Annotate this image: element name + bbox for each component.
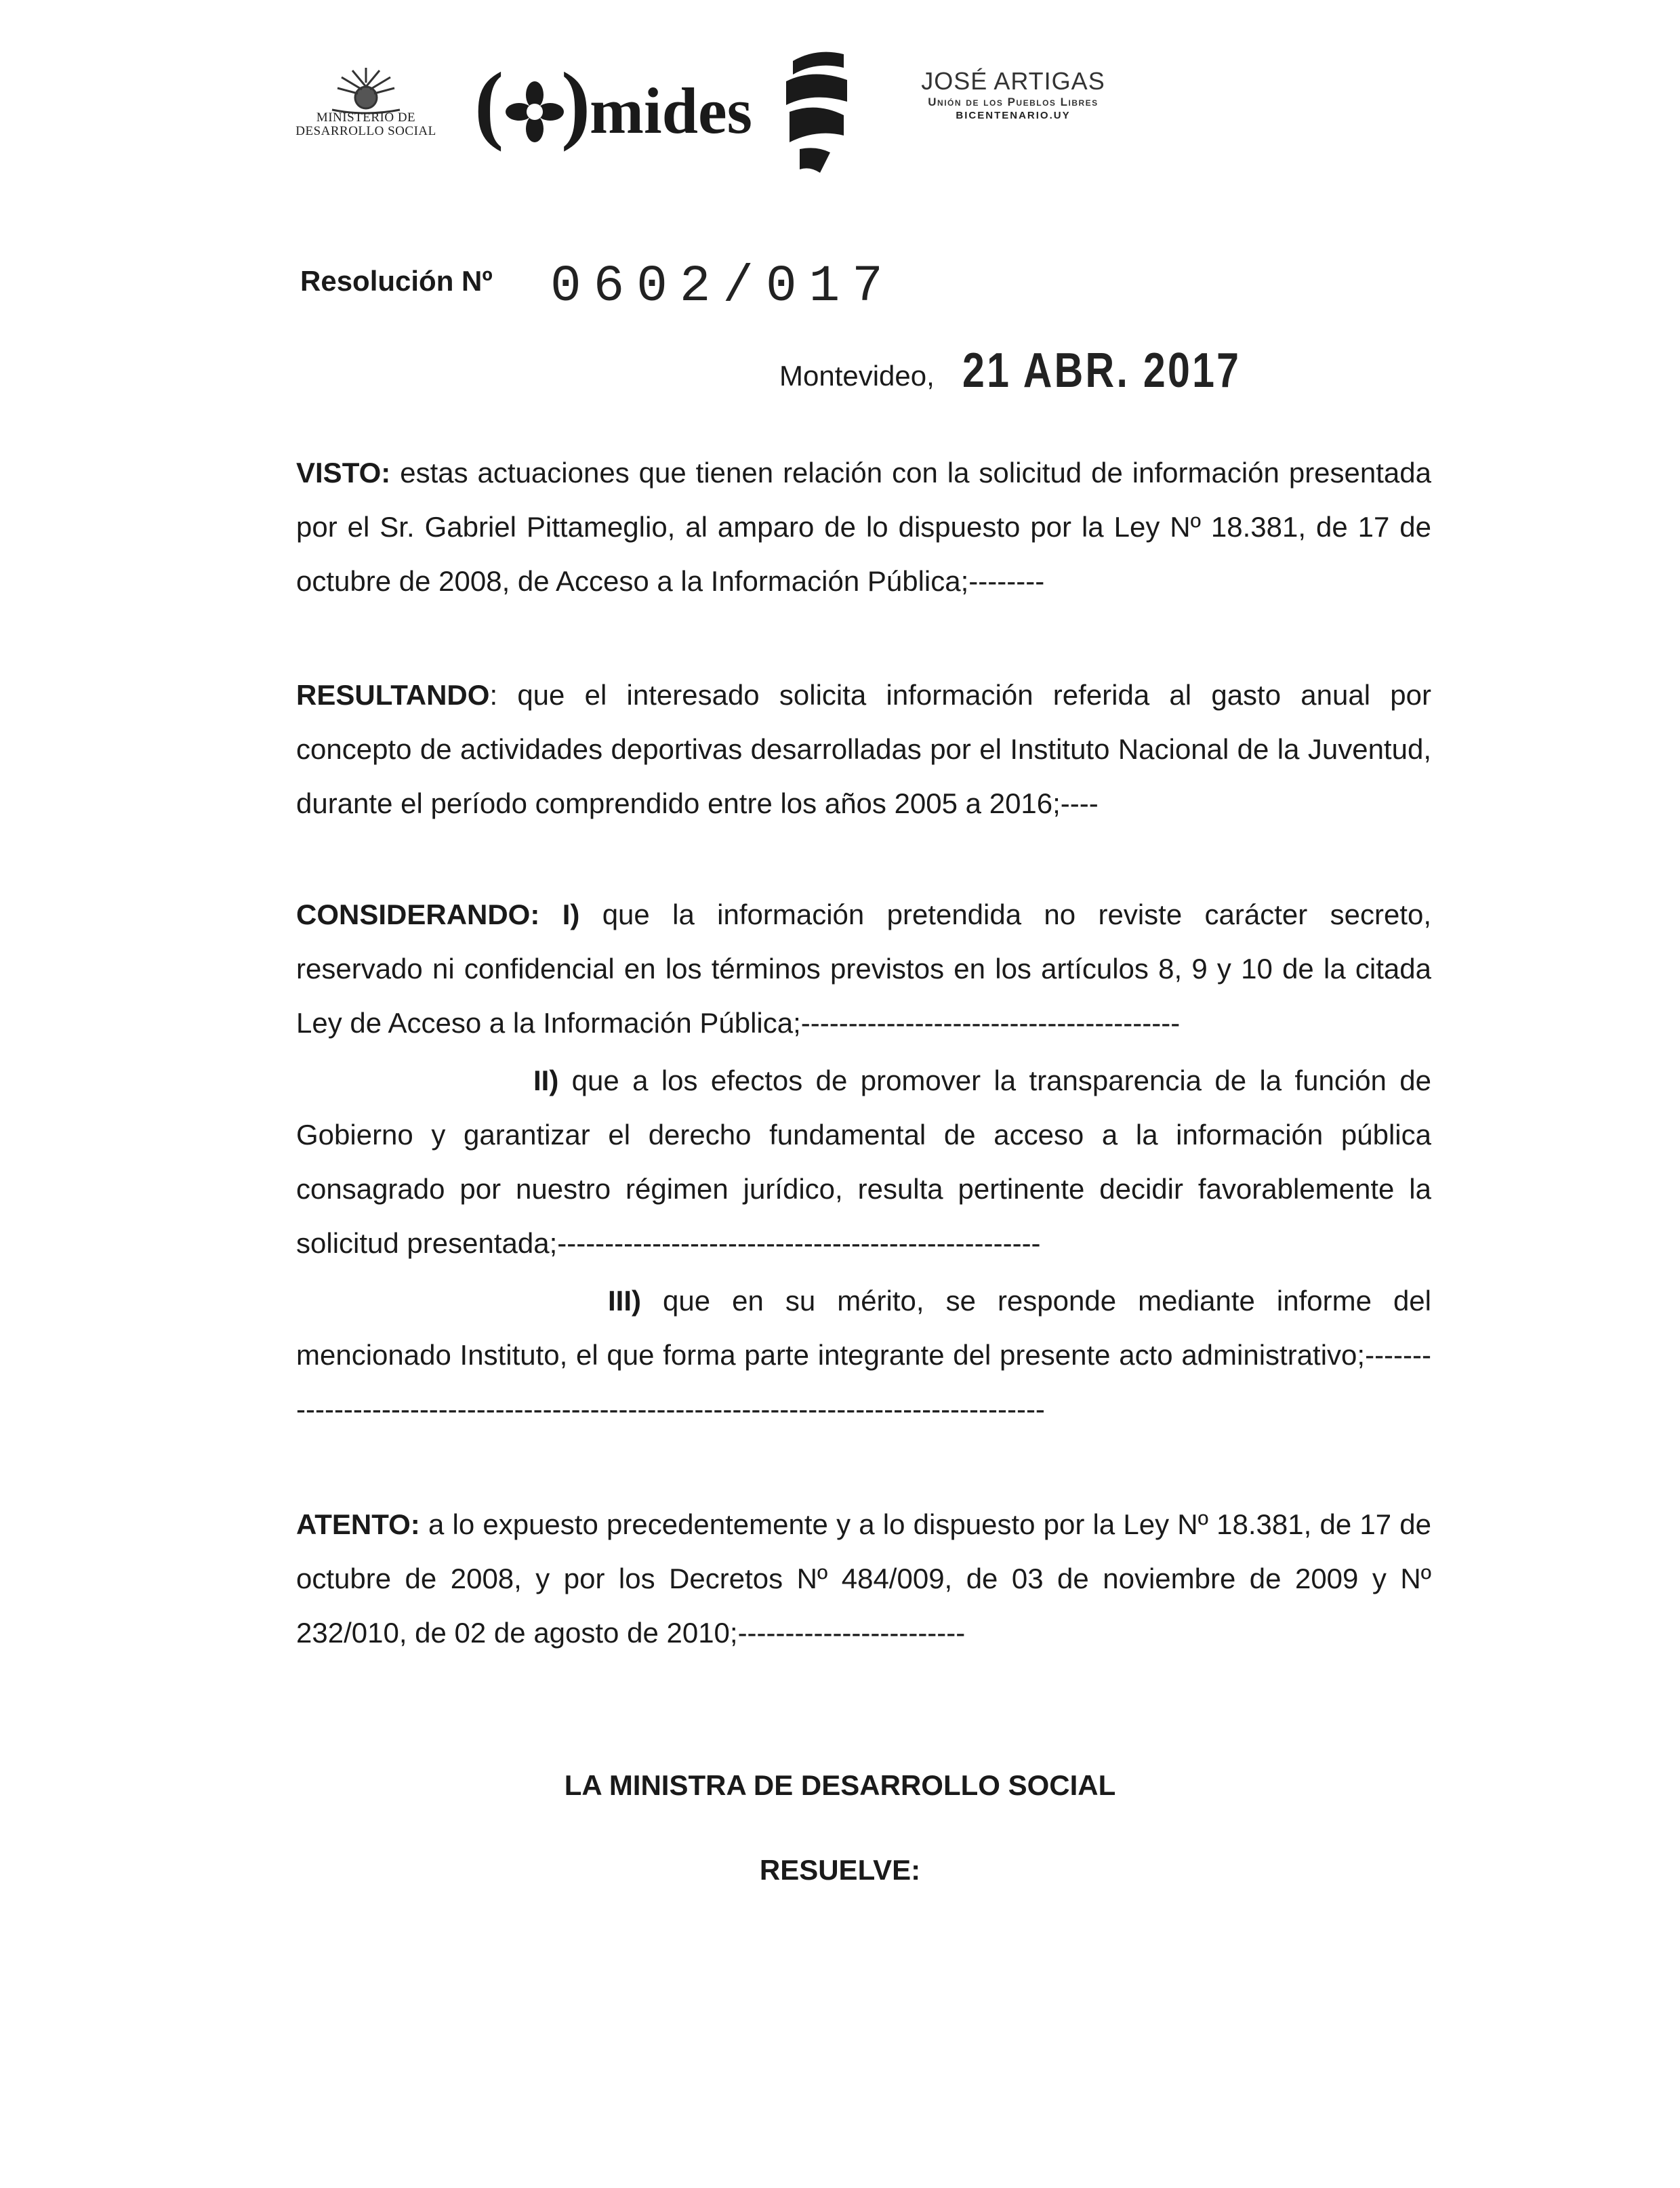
considerando-i-paragraph — [296, 888, 1431, 1050]
mides-wordmark: mides — [590, 75, 752, 147]
considerando-iii-text: que en su mérito, se responde mediante informe del mencionado Instituto, el que forma parte integrante del presente acto administrativo;-------------------------------------------------------------------------------------- — [296, 1285, 1431, 1425]
artigas-title: JOSÉ ARTIGAS — [921, 67, 1105, 95]
visto-paragraph — [296, 446, 1431, 608]
resolution-label: Resolución Nº — [300, 265, 493, 297]
considerando-i-label: I) — [562, 899, 580, 930]
ministerio-line-2: DESARROLLO SOCIAL — [295, 124, 436, 138]
artigas-emblem-icon — [779, 27, 854, 176]
ministerio-line-1: MINISTERIO DE — [316, 110, 416, 125]
city-label: Montevideo, — [779, 360, 935, 392]
bicentenario-url: BICENTENARIO.UY — [956, 110, 1071, 121]
considerando-ii-paragraph — [296, 1054, 1431, 1271]
authority-title: LA MINISTRA DE DESARROLLO SOCIAL — [564, 1769, 1116, 1801]
mides-logo — [474, 55, 759, 156]
date-stamp: 21 ABR. 2017 — [962, 344, 1242, 398]
considerando-heading: CONSIDERANDO: — [296, 899, 540, 930]
mides-close-paren: ) — [561, 55, 591, 152]
resultando-paragraph — [296, 668, 1431, 831]
atento-heading: ATENTO: — [296, 1508, 420, 1540]
resultando-heading: RESULTANDO — [296, 679, 490, 711]
resultando-text: : que el interesado solicita información referida al gasto anual por concepto de actividades deportivas desarrolladas por el Instituto Nacional de la Juventud, durante el período comprendido entre los años 2005 a 2016;---- — [296, 679, 1431, 819]
bicentenario-logo — [871, 68, 1155, 122]
ministerio-name — [285, 111, 447, 138]
asterisk-icon — [504, 81, 565, 142]
resolution-number: 0602/017 — [550, 257, 895, 316]
considerando-ii-label: II) — [533, 1065, 559, 1096]
considerando-iii-paragraph — [296, 1274, 1431, 1437]
considerando-iii-label: III) — [608, 1285, 641, 1317]
visto-heading: VISTO: — [296, 457, 391, 489]
mides-open-paren: ( — [474, 55, 504, 152]
visto-text: estas actuaciones que tienen relación con la solicitud de información presentada por el Sr. Gabriel Pittameglio, al amparo de lo dispuesto por la Ley Nº 18.381, de 17 de octubre de 2008, de Acceso a la Información Pública;-------- — [296, 457, 1431, 597]
considerando-i-text: que la información pretendida no reviste carácter secreto, reservado ni confidencial en los términos previstos en los artículos 8, 9 y 10 de la citada Ley de Acceso a la Información Pública;---------------------------------------- — [296, 899, 1432, 1039]
resuelve-title: RESUELVE: — [759, 1854, 921, 1886]
atento-paragraph — [296, 1498, 1431, 1660]
ministerio-logo — [285, 62, 447, 144]
considerando-ii-text: que a los efectos de promover la transparencia de la función de Gobierno y garantizar el derecho fundamental de acceso a la información pública consagrado por nuestro régimen jurídico, resulta pertinente decidir favorablemente la solicitud presentada;--------------------------------------------------- — [296, 1065, 1431, 1259]
artigas-subtitle: Unión de los Pueblos Libres — [928, 96, 1099, 108]
atento-text: a lo expuesto precedentemente y a lo dispuesto por la Ley Nº 18.381, de 17 de octubre de 2008, y por los Decretos Nº 484/009, de 03 de noviembre de 2009 y Nº 232/010, de 02 de agosto de 2010;------------------------ — [296, 1508, 1431, 1649]
coat-of-arms-icon — [285, 62, 447, 117]
